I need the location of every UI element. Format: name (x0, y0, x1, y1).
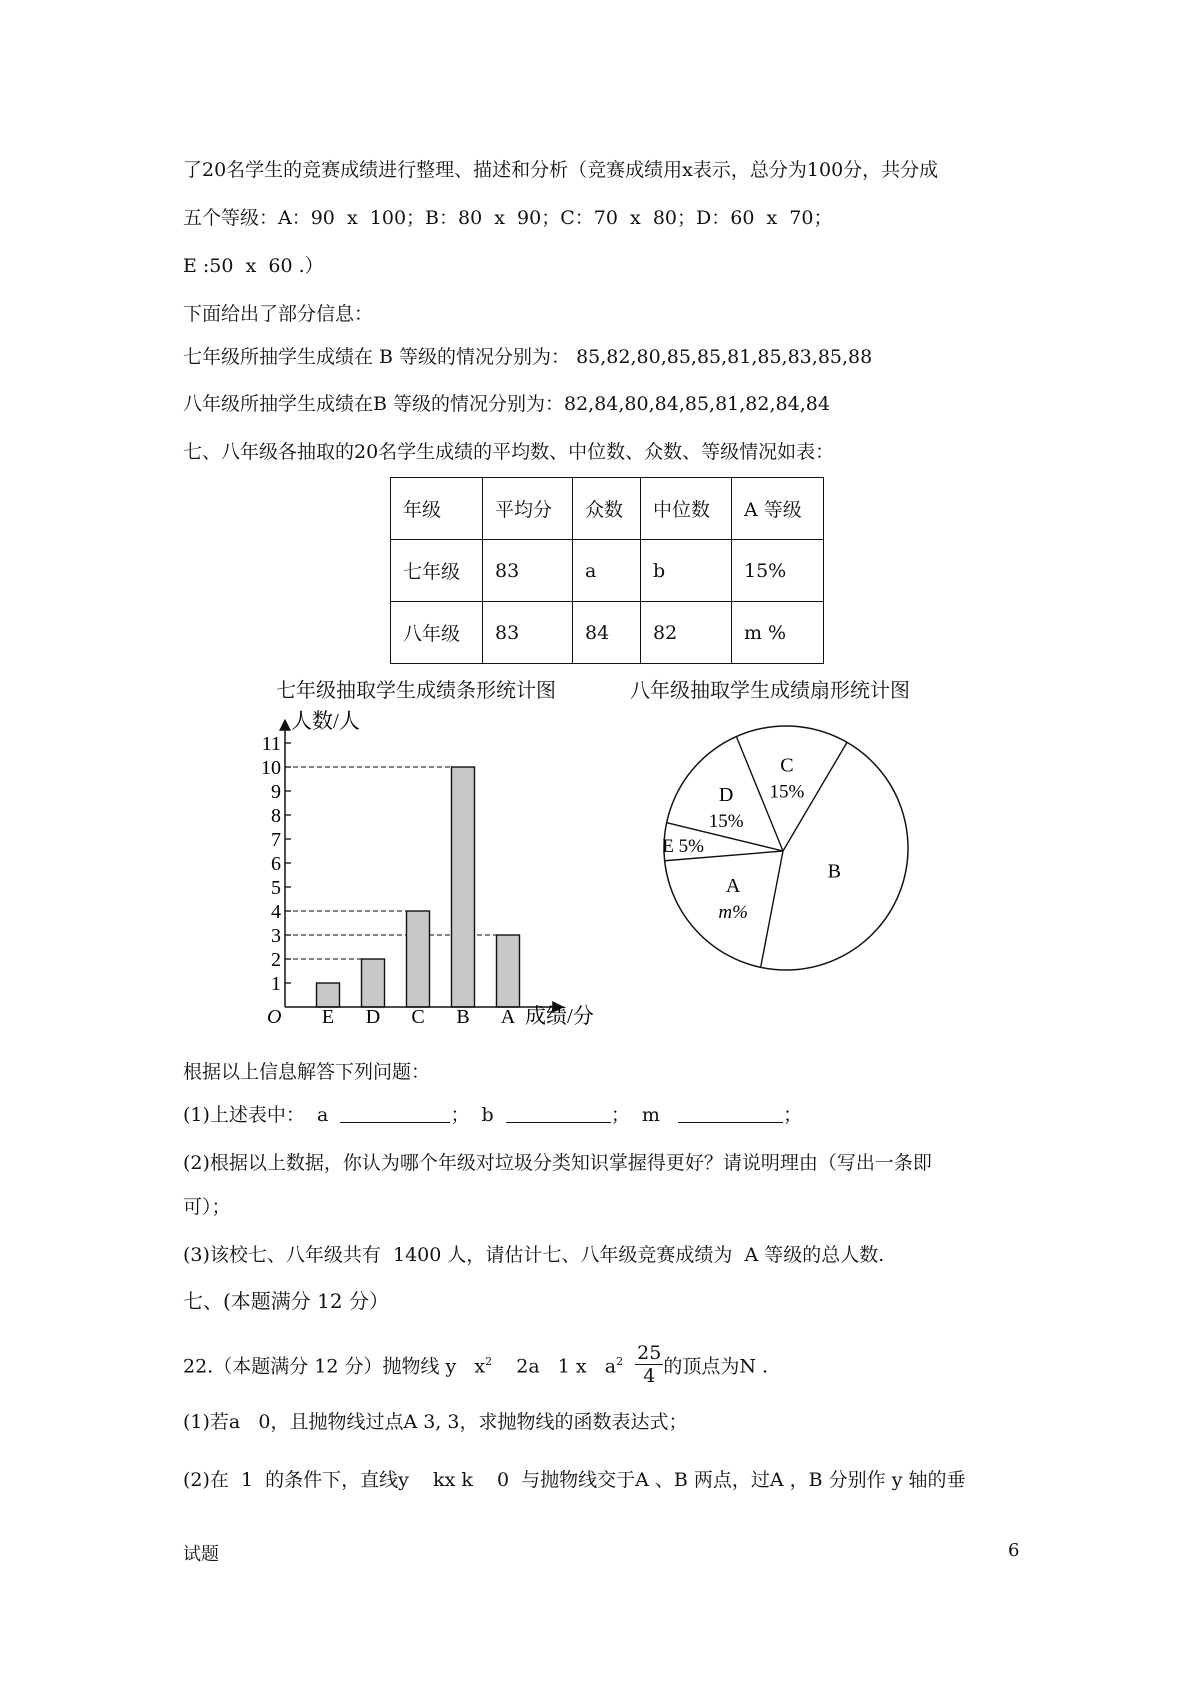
table-cell: 83 (483, 602, 573, 664)
bar-chart (255, 700, 625, 1040)
q1-var-a: a (317, 1104, 329, 1126)
q1-var-m: m (641, 1104, 660, 1126)
x-category-label: A (500, 1006, 516, 1028)
question-2-line-2: 可）； (183, 1196, 231, 1218)
problem-22 (183, 1342, 769, 1390)
q1-sep: ； (783, 1104, 803, 1126)
question-2-line-1: (2)根据以上数据，你认为哪个年级对垃圾分类知识掌握得更好？请说明理由（写出一条即 (183, 1152, 932, 1174)
p22-frac-den: 4 (643, 1365, 656, 1387)
pie-value-A: m% (718, 901, 748, 923)
paragraph-line-2: 五个等级：A：90 x 100；B：80 x 90；C：70 x 80；D：60 x 70； (183, 207, 833, 229)
pie-label-B: B (827, 860, 841, 883)
table-cell: m % (732, 602, 824, 664)
table-cell: b (641, 540, 732, 602)
y-tick-label: 11 (261, 733, 281, 755)
p22-tail: 的顶点为N . (663, 1355, 769, 1378)
question-1 (183, 1103, 802, 1127)
y-tick-label: 9 (271, 781, 281, 803)
table-header-cell: 平均分 (483, 478, 573, 540)
origin-label: O (267, 1006, 282, 1028)
table-row (391, 602, 824, 664)
footer-label: 试题 (183, 1544, 219, 1565)
subquestion-2: (2)在 1 的条件下，直线y kx k 0 与抛物线交于A 、B 两点，过A ，B 分别作 y 轴的垂 (183, 1469, 966, 1491)
pie-label-A: A (725, 874, 741, 897)
p22-sup2: 2 (616, 1355, 624, 1369)
y-tick-label: 8 (271, 805, 281, 827)
pie-label-C: C (780, 754, 794, 777)
p22-fraction (635, 1342, 663, 1387)
y-tick-label: 2 (271, 949, 281, 971)
paragraph-line-3: E :50 x 60 .） (183, 255, 324, 277)
pie-chart-title: 八年级抽取学生成绩扇形统计图 (630, 678, 910, 702)
pie-chart (655, 715, 925, 985)
questions-intro: 根据以上信息解答下列问题： (183, 1061, 431, 1083)
y-tick-label: 4 (271, 901, 281, 923)
table-cell: 15% (732, 540, 824, 602)
x-category-label: C (411, 1006, 425, 1028)
x-category-label: B (456, 1006, 470, 1028)
x-axis-label: 成绩/分 (525, 1004, 594, 1028)
p22-sup1: 2 (485, 1355, 493, 1369)
table-cell: 83 (483, 540, 573, 602)
table-cell: 七年级 (391, 540, 483, 602)
pie-label-E: E 5% (662, 835, 704, 857)
y-axis-label: 人数/人 (291, 709, 360, 733)
y-tick-label: 7 (271, 829, 281, 851)
table-header-cell: 中位数 (641, 478, 732, 540)
q1-sep: ； (450, 1104, 470, 1126)
page-number: 6 (1008, 1540, 1020, 1561)
question-3: (3)该校七、八年级共有 1400 人，请估计七、八年级竞赛成绩为 A 等级的总人数. (183, 1244, 885, 1266)
y-tick-label: 10 (261, 757, 281, 779)
q1-blank-m[interactable] (678, 1104, 783, 1123)
grade7-b-scores: 七年级所抽学生成绩在 B 等级的情况分别为： 85,82,80,85,85,81,85,83,85,88 (183, 346, 873, 368)
q1-blank-a[interactable] (340, 1104, 450, 1123)
q1-blank-b[interactable] (506, 1104, 611, 1123)
table-header-cell: A 等级 (732, 478, 824, 540)
pie-value-C: 15% (769, 781, 805, 803)
y-tick-label: 1 (271, 973, 281, 995)
table-cell: a (573, 540, 641, 602)
table-caption: 七、八年级各抽取的20名学生成绩的平均数、中位数、众数、等级情况如表： (183, 441, 835, 463)
y-tick-label: 3 (271, 925, 281, 947)
y-tick-label: 6 (271, 853, 281, 875)
table-cell: 八年级 (391, 602, 483, 664)
q1-var-b: b (481, 1104, 494, 1126)
y-tick-label: 5 (271, 877, 281, 899)
table-header-cell: 年级 (391, 478, 483, 540)
bar-A (497, 935, 520, 1007)
table-cell: 82 (641, 602, 732, 664)
table-row (391, 540, 824, 602)
bar-B (452, 767, 475, 1007)
paragraph-line-1: 了20名学生的竞赛成绩进行整理、描述和分析（竞赛成绩用x表示，总分为100分，共分成 (183, 159, 939, 181)
x-category-label: D (365, 1006, 381, 1028)
bar-E (317, 983, 340, 1007)
paragraph-line-4: 下面给出了部分信息： (183, 303, 374, 325)
grade8-b-scores: 八年级所抽学生成绩在B 等级的情况分别为：82,84,80,84,85,81,82,84,84 (183, 393, 830, 415)
x-category-label: E (321, 1006, 335, 1028)
subquestion-1: (1)若a 0，且抛物线过点A 3, 3，求抛物线的函数表达式； (183, 1411, 688, 1433)
table-header-row (391, 478, 824, 540)
stats-table (390, 477, 824, 664)
section-heading: 七、(本题满分 12 分） (183, 1289, 389, 1313)
bar-C (407, 911, 430, 1007)
p22-text: 22.（本题满分 12 分）抛物线 y x (183, 1355, 486, 1378)
table-header-cell: 众数 (573, 478, 641, 540)
pie-label-D: D (718, 783, 734, 806)
q1-prefix: (1)上述表中： (183, 1104, 305, 1126)
q1-sep: ； (610, 1104, 630, 1126)
p22-frac-num: 25 (637, 1342, 662, 1364)
bar-chart-title: 七年级抽取学生成绩条形统计图 (276, 678, 556, 702)
table-cell: 84 (573, 602, 641, 664)
pie-value-D: 15% (708, 810, 744, 832)
bar-D (362, 959, 385, 1007)
p22-mid: 2a 1 x a (492, 1355, 617, 1378)
